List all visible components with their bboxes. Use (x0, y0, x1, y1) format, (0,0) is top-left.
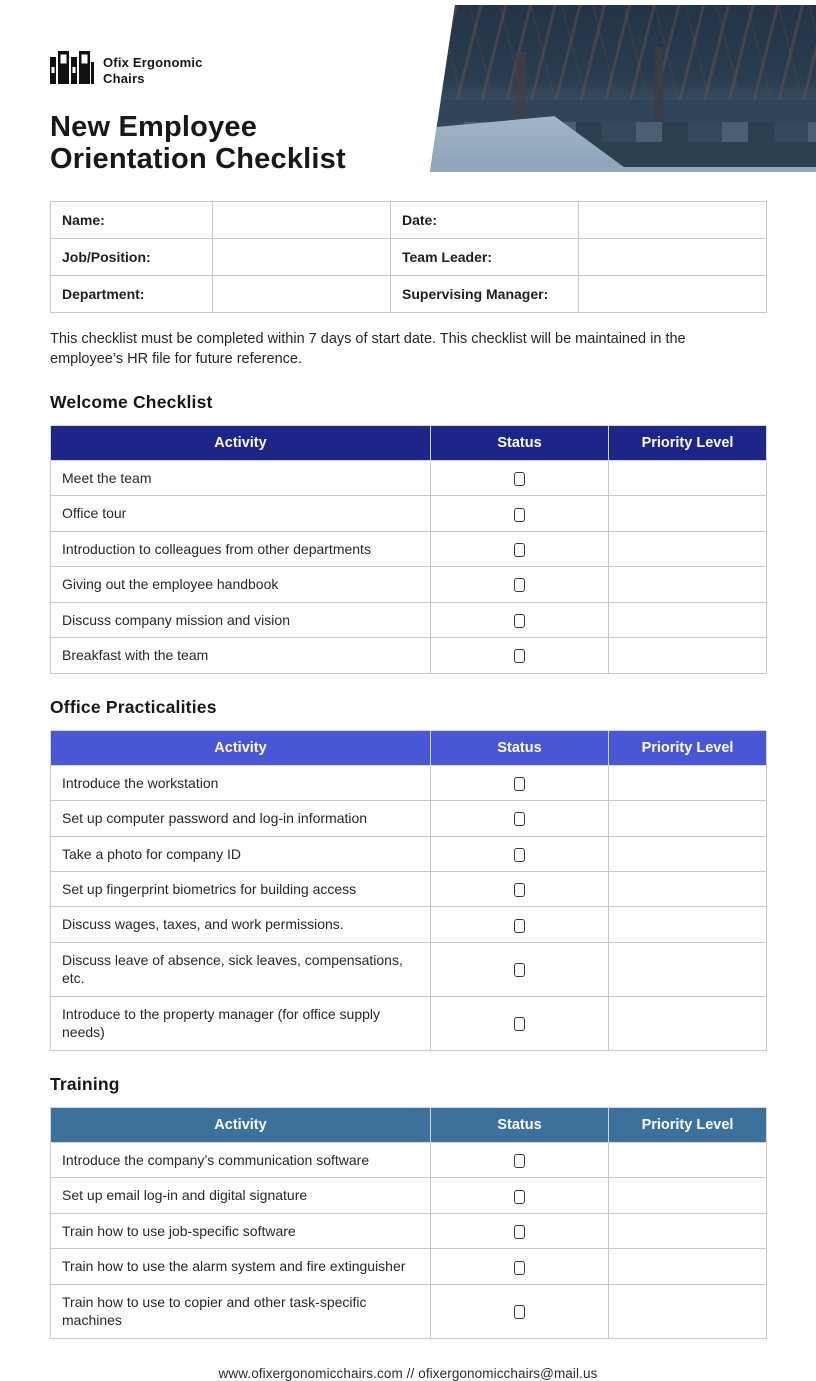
activity-cell: Discuss leave of absence, sick leaves, compensations, etc. (51, 942, 431, 996)
activity-cell: Introduce the company’s communication software (51, 1142, 431, 1177)
checklist-header-row (51, 1107, 767, 1142)
info-field-label: Name: (51, 201, 213, 238)
info-field-value[interactable] (579, 275, 767, 312)
column-header-priority-level: Priority Level (609, 425, 767, 460)
checklist-header-row (51, 730, 767, 765)
priority-cell[interactable] (609, 836, 767, 871)
status-checkbox[interactable] (514, 777, 525, 791)
activity-cell: Meet the team (51, 460, 431, 495)
column-header-activity: Activity (51, 1107, 431, 1142)
section-heading: Training (50, 1073, 120, 1094)
status-cell (431, 602, 609, 637)
status-cell (431, 1213, 609, 1248)
status-checkbox[interactable] (514, 848, 525, 862)
activity-cell: Set up computer password and log-in information (51, 801, 431, 836)
books-icon (50, 48, 94, 93)
column-header-activity: Activity (51, 730, 431, 765)
checklist-row (51, 1249, 767, 1284)
brand (50, 48, 766, 93)
priority-cell[interactable] (609, 638, 767, 673)
status-cell (431, 872, 609, 907)
status-checkbox[interactable] (514, 1190, 525, 1204)
info-row (51, 275, 767, 312)
section-heading: Welcome Checklist (50, 391, 213, 412)
column-header-priority-level: Priority Level (609, 1107, 767, 1142)
info-field-label: Team Leader: (391, 238, 579, 275)
priority-cell[interactable] (609, 1142, 767, 1177)
intro-text: This checklist must be completed within 7 days of start date. This checklist will be maintained in the employee’s HR file for future reference. (50, 330, 686, 367)
status-checkbox[interactable] (514, 963, 525, 977)
checklist-row (51, 531, 767, 566)
activity-cell: Discuss company mission and vision (51, 602, 431, 637)
activity-cell: Introduce the workstation (51, 765, 431, 800)
section-heading: Office Practicalities (50, 696, 217, 717)
column-header-status: Status (431, 1107, 609, 1142)
priority-cell[interactable] (609, 801, 767, 836)
activity-cell: Giving out the employee handbook (51, 567, 431, 602)
status-cell (431, 1284, 609, 1338)
status-cell (431, 638, 609, 673)
activity-cell: Train how to use to copier and other task-specific machines (51, 1284, 431, 1338)
section-office-practicalities (50, 697, 766, 1051)
footer-contact: www.ofixergonomicchairs.com // ofixergonomicchairs@mail.us (218, 1365, 598, 1381)
checklist-row (51, 567, 767, 602)
status-checkbox[interactable] (514, 1154, 525, 1168)
info-row (51, 201, 767, 238)
priority-cell[interactable] (609, 460, 767, 495)
brand-name: Ofix Ergonomic Chairs (103, 54, 203, 86)
status-cell (431, 460, 609, 495)
checklist-row (51, 1284, 767, 1338)
status-cell (431, 836, 609, 871)
checklist-row (51, 1142, 767, 1177)
info-field-label: Supervising Manager: (391, 275, 579, 312)
info-table-body (51, 201, 767, 312)
activity-cell: Introduction to colleagues from other departments (51, 531, 431, 566)
info-field-value[interactable] (579, 238, 767, 275)
priority-cell[interactable] (609, 942, 767, 996)
priority-cell[interactable] (609, 996, 767, 1050)
priority-cell[interactable] (609, 567, 767, 602)
status-cell (431, 907, 609, 942)
activity-cell: Discuss wages, taxes, and work permissions. (51, 907, 431, 942)
status-cell (431, 1178, 609, 1213)
checklist-row (51, 1178, 767, 1213)
status-checkbox[interactable] (514, 1017, 525, 1031)
status-checkbox[interactable] (514, 578, 525, 592)
activity-cell: Introduce to the property manager (for office supply needs) (51, 996, 431, 1050)
status-checkbox[interactable] (514, 883, 525, 897)
checklist-row (51, 602, 767, 637)
info-field-value[interactable] (213, 275, 391, 312)
priority-cell[interactable] (609, 765, 767, 800)
priority-cell[interactable] (609, 496, 767, 531)
status-cell (431, 567, 609, 602)
checklist-row (51, 460, 767, 495)
checklist-table (50, 425, 767, 674)
priority-cell[interactable] (609, 1249, 767, 1284)
info-field-label: Job/Position: (51, 238, 213, 275)
checklist-row (51, 765, 767, 800)
info-field-label: Date: (391, 201, 579, 238)
info-table (50, 201, 767, 313)
page-title: New Employee Orientation Checklist (50, 111, 346, 175)
checklist-row (51, 1213, 767, 1248)
status-cell (431, 531, 609, 566)
checklist-row (51, 942, 767, 996)
activity-cell: Train how to use job-specific software (51, 1213, 431, 1248)
checklist-row (51, 496, 767, 531)
content (0, 201, 816, 1381)
status-checkbox[interactable] (514, 543, 525, 557)
checklist-row (51, 907, 767, 942)
column-header-status: Status (431, 730, 609, 765)
status-checkbox[interactable] (514, 472, 525, 486)
status-checkbox[interactable] (514, 614, 525, 628)
checklist-row (51, 872, 767, 907)
info-field-label: Department: (51, 275, 213, 312)
info-field-value[interactable] (579, 201, 767, 238)
status-checkbox[interactable] (514, 649, 525, 663)
status-checkbox[interactable] (514, 812, 525, 826)
status-checkbox[interactable] (514, 1305, 525, 1319)
info-row (51, 238, 767, 275)
column-header-activity: Activity (51, 425, 431, 460)
status-cell (431, 942, 609, 996)
status-cell (431, 1142, 609, 1177)
checklist-row (51, 836, 767, 871)
header (0, 0, 816, 176)
info-field-value[interactable] (213, 201, 391, 238)
status-cell (431, 765, 609, 800)
priority-cell[interactable] (609, 907, 767, 942)
activity-cell: Set up fingerprint biometrics for building access (51, 872, 431, 907)
section-training (50, 1074, 766, 1339)
status-checkbox[interactable] (514, 1261, 525, 1275)
column-header-priority-level: Priority Level (609, 730, 767, 765)
activity-cell: Office tour (51, 496, 431, 531)
status-cell (431, 801, 609, 836)
status-checkbox[interactable] (514, 919, 525, 933)
activity-cell: Set up email log-in and digital signature (51, 1178, 431, 1213)
priority-cell[interactable] (609, 1178, 767, 1213)
section-welcome-checklist (50, 392, 766, 674)
checklist-row (51, 801, 767, 836)
checklist-row (51, 638, 767, 673)
status-cell (431, 1249, 609, 1284)
checklist-sections (50, 392, 766, 1339)
status-checkbox[interactable] (514, 1225, 525, 1239)
activity-cell: Train how to use the alarm system and fire extinguisher (51, 1249, 431, 1284)
status-cell (431, 496, 609, 531)
priority-cell[interactable] (609, 1213, 767, 1248)
checklist-table (50, 730, 767, 1051)
status-checkbox[interactable] (514, 508, 525, 522)
checklist-table (50, 1107, 767, 1339)
priority-cell[interactable] (609, 1284, 767, 1338)
priority-cell[interactable] (609, 602, 767, 637)
activity-cell: Breakfast with the team (51, 638, 431, 673)
column-header-status: Status (431, 425, 609, 460)
checklist-header-row (51, 425, 767, 460)
priority-cell[interactable] (609, 872, 767, 907)
priority-cell[interactable] (609, 531, 767, 566)
status-cell (431, 996, 609, 1050)
info-field-value[interactable] (213, 238, 391, 275)
checklist-row (51, 996, 767, 1050)
activity-cell: Take a photo for company ID (51, 836, 431, 871)
